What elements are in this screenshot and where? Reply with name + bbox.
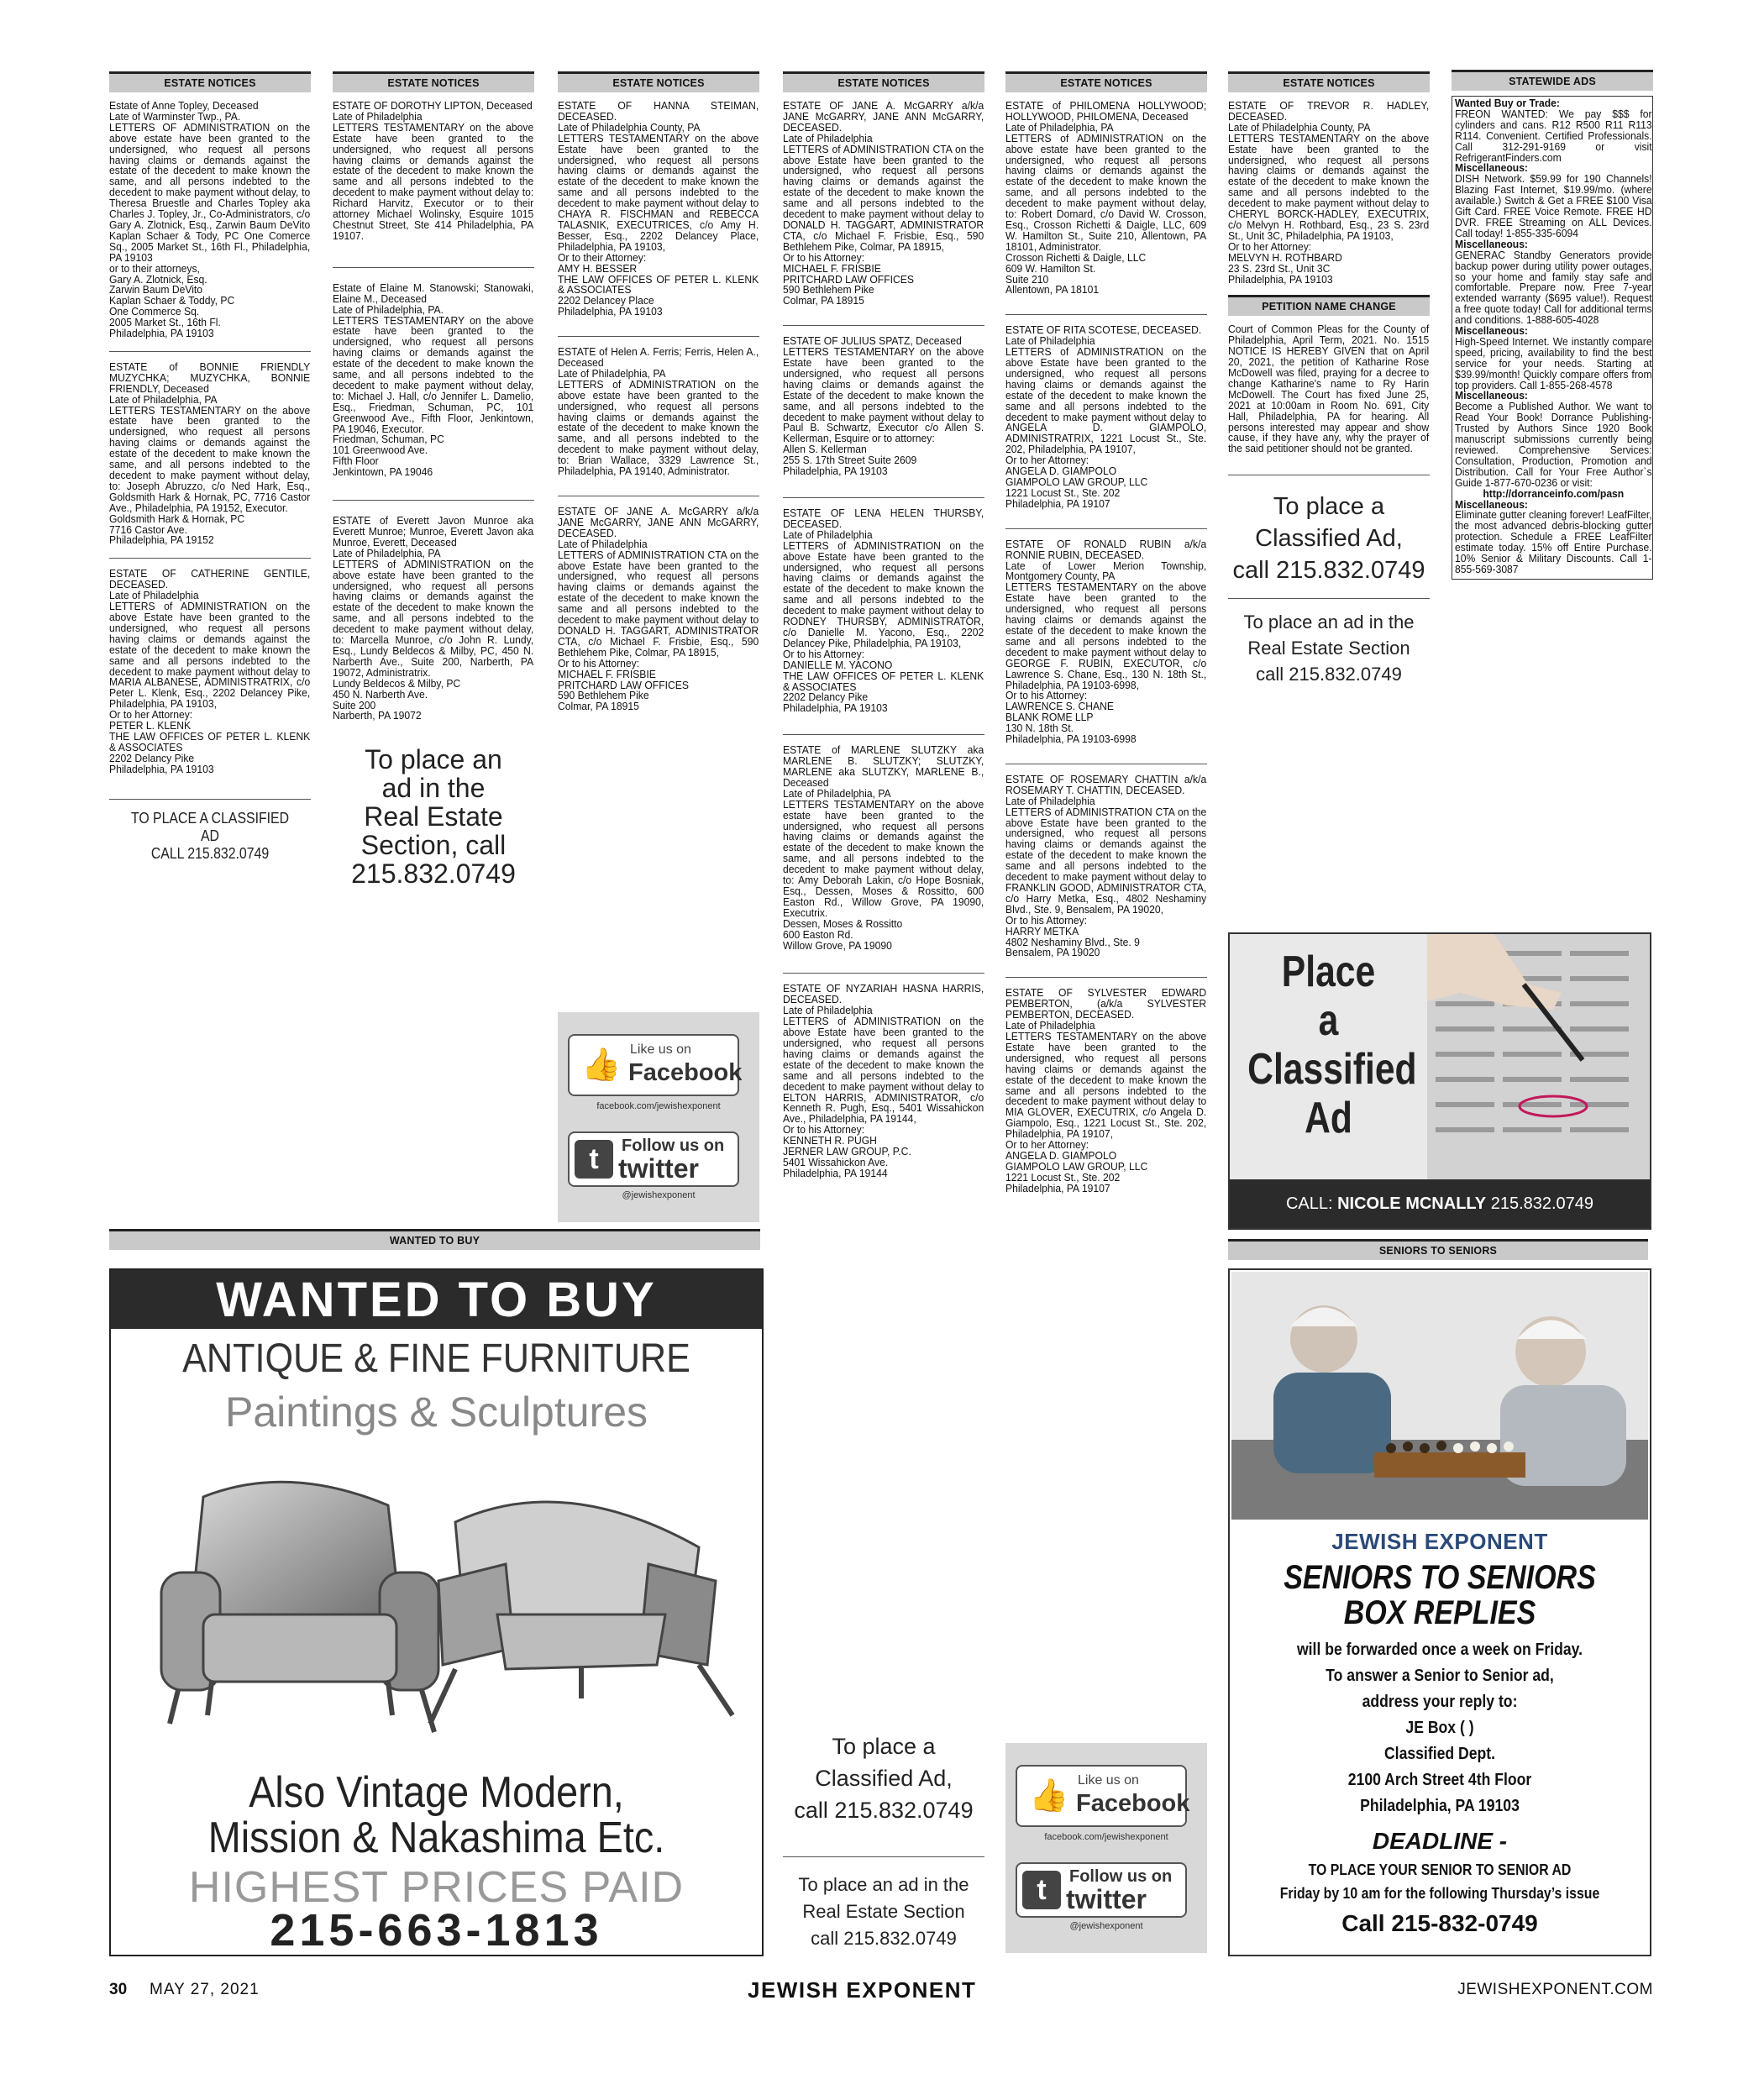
social-promo <box>1005 1743 1207 1953</box>
estate-notice: ESTATE of PHILOMENA HOLLYWOOD; HOLLYWOOD, PHILOMENA, Deceased Late of Philadelphia, PA LETTERS of ADMINISTRATION on the above estate have been granted to the undersigned, who request all persons having claims or demands against the estate of the decedent to make known the same, and all persons indebted to the decedent to make payment without delay, to: Robert Domard, c/o David W. Crosson, Esq., Crosson Richetti & Daigle, LLC, 609 W. Hamilton St., Suite 210, Allentown, PA 18101, Administrator. Crosson Richetti & Daigle, LLC 609 W. Hamilton St. Suite 210 Allentown, PA 18101 <box>1005 99 1207 297</box>
callout-line: TO PLACE A CLASSIFIED AD <box>130 809 290 844</box>
callout-line: To place an ad in the <box>1243 612 1415 633</box>
section-header: ESTATE NOTICES <box>333 71 534 92</box>
classified-callout <box>121 810 298 863</box>
wanted-to-buy-ad <box>109 1268 764 1956</box>
ad-heading: Miscellaneous: <box>1455 497 1528 511</box>
contact-name: NICOLE MCNALLY <box>1337 1194 1487 1213</box>
section-header: ESTATE NOTICES <box>558 71 759 92</box>
website-link[interactable]: JEWISHEXPONENT.COM <box>1457 1981 1653 1998</box>
callout-line: Section, call <box>360 830 507 861</box>
estate-notice: Estate of Elaine M. Stanowski; Stanowaki, Elaine M., Deceased Late of Philadelphia, PA. LETTERS TESTAMENTARY on the above estate have been granted to the undersigned, who request all persons having claims or demands against the estate of the decedent to make known the same, and all persons indebted to the decedent to make payment without delay, to: Michael J. Hall, c/o Jennifer L. Damelio, Esq., Friedman, Schuman, PC, 101 Greenwood Ave., Fifth Floor, Jenkintown, PA 19046, Executor. Friedman, Schuman, PC 101 Greenwood Ave. Fifth Floor Jenkintown, PA 19046 <box>333 281 534 479</box>
estate-notice: ESTATE OF RITA SCOTESE, DECEASED. Late of Philadelphia LETTERS of ADMINISTRATION on the above Estate have been granted to the undersigned, who request all persons having claims or demands against the estate of the decedent to make known the same and all persons indebted to the decedent to make payment without delay to ANGELA D. GIAMPOLO, ADMINISTRATRIX, 1221 Locust St., Ste. 202, Philadelphia, PA 19107, Or to her Attorney: ANGELA D. GIAMPOLO GIAMPOLO LAW GROUP, LLC 1221 Locust St., Ste. 202 Philadelphia, PA 19107 <box>1005 323 1207 510</box>
like-label: Like us on <box>630 1042 691 1057</box>
column-6 <box>1228 71 1430 687</box>
facebook-label: Facebook <box>1076 1790 1190 1817</box>
wanted-section <box>109 1229 760 1250</box>
seniors-info-line: To answer a Senior to Senior ad, <box>1326 1667 1554 1685</box>
callout-line: call 215.832.0749 <box>1256 664 1402 685</box>
real-estate-callout <box>783 1872 984 1952</box>
estate-notice: ESTATE OF CATHERINE GENTILE, DECEASED. Late of Philadelphia LETTERS of ADMINISTRATION on the above Estate have been granted to the undersigned, who request all persons having claims or demands against the estate of the decedent to make known the same and all persons indebted to the decedent to make payment without delay to MARIA ALBANESE, ADMINISTRATRIX, c/o Peter L. Klenk, Esq., 2202 Delancey Pike, Philadelphia, PA 19103, Or to her Attorney: PETER L. KLENK THE LAW OFFICES OF PETER L. KLENK & ASSOCIATES 2202 Delancy Pike Philadelphia, PA 19103 <box>109 567 311 775</box>
estate-notice: ESTATE OF LENA HELEN THURSBY, DECEASED. Late of Philadelphia LETTERS of ADMINISTRATION on the above Estate have been granted to the undersigned, who request all persons having claims or demands against the estate of the decedent to make known the same and all persons indebted to the decedent to make payment without delay to RODNEY THURSBY, ADMINISTRATOR, c/o Danielle M. Yacono, Esq., 2202 Delancey Pike, Philadelphia, PA 19103, Or to his Attorney: DANIELLE M. YACONO THE LAW OFFICES OF PETER L. KLENK & ASSOCIATES 2202 Delancy Pike Philadelphia, PA 19103 <box>783 507 984 715</box>
callout-line: call 215.832.0749 <box>794 1798 974 1823</box>
promo-call-bar <box>1230 1179 1650 1228</box>
estate-notice: ESTATE of MARLENE SLUTZKY aka MARLENE B. SLUTZKY; SLUTZKY, MARLENE aka SLUTZKY, MARLENE B., Deceased Late of Philadelphia, PA LETTERS TESTAMENTARY on the above estate have been granted to the undersigned, who request all persons having claims or demands against the estate of the decedent to make known the same, and all persons indebted to the decedent to make payment without delay, to: Amy Deborah Lakin, c/o Hope Bosniak, Esq., Dessen, Moses & Rossitto, 600 Easton Rd., Willow Grove, PA 19090, Executrix. Dessen, Moses & Rossitto 600 Easton Rd. Willow Grove, PA 19090 <box>783 743 984 952</box>
deadline-line: Friday by 10 am for the following Thursday’s issue <box>1279 1885 1600 1902</box>
divider <box>783 325 984 326</box>
real-estate-callout <box>333 745 534 888</box>
classified-callout <box>1228 491 1430 586</box>
seniors-info-line: JE Box ( ) <box>1405 1719 1474 1737</box>
estate-notice: ESTATE OF JANE A. McGARRY a/k/a JANE McGARRY, JANE ANN McGARRY, DECEASED. Late of Philadelphia LETTERS of ADMINISTRATION CTA on the above Estate have been granted to the undersigned, who request all persons having claims or demands against the estate of the decedent to make known the same and all persons indebted to the decedent to make payment without delay to DONALD H. TAGGART, ADMINISTRATOR CTA, c/o Michael F. Frisbie, Esq., 590 Bethlehem Pike, Colmar, PA 18915, Or to his Attorney: MICHAEL F. FRISBIE PRITCHARD LAW OFFICES 590 Bethlehem Pike Colmar, PA 18915 <box>558 505 759 713</box>
ad-text: Become a Published Author. We want to Read Your Book! Dorrance Publishing-Trusted by Authors Since 1920 Book manuscript submissions currently being reviewed. Comprehensive Services: Consultation, Production, Promotion and Distribution. Call for Your Free Author`s Guide 1-877-670-0236 or visit: <box>1455 400 1652 489</box>
seniors-call: Call 215-832-0749 <box>1341 1910 1538 1936</box>
callout-line: Real Estate Section <box>802 1901 965 1922</box>
armchair-sofa-illustration <box>111 1446 762 1749</box>
ad-text: GENERAC Standby Generators provide backup power during utility power outages, so your home and family stay safe and comfortable. Prepare now. Free 7-year extended warranty ($695 value!). Request a free quote today! Call for additional terms and conditions. 1-888-605-4028 <box>1455 248 1652 327</box>
deadline-line: TO PLACE YOUR SENIOR TO SENIOR AD <box>1308 1861 1572 1878</box>
twitter-handle[interactable]: @jewishexponent <box>622 1190 696 1200</box>
facebook-button[interactable] <box>568 1034 743 1096</box>
callout-line: To place a <box>832 1734 936 1759</box>
issue-date: MAY 27, 2021 <box>150 1981 260 1998</box>
twitter-label: twitter <box>1066 1884 1147 1914</box>
estate-notice: ESTATE OF SYLVESTER EDWARD PEMBERTON, (a/k/a SYLVESTER PEMBERTON, DECEASED. Late of Philadelphia LETTERS TESTAMENTARY on the above Estate have been granted to the undersigned, who request all persons having claims or demands against the estate of the decedent to make known the same and all persons indebted to the decedent to make payment without delay to MIA GLOVER, EXECUTRIX, c/o Angela D. Giampolo, Esq., 1221 Locust St., Ste. 202, Philadelphia, PA 19107, Or to her Attorney: ANGELA D. GIAMPOLO GIAMPOLO LAW GROUP, LLC 1221 Locust St., Ste. 202 Philadelphia, PA 19107 <box>1005 986 1207 1194</box>
seniors-section <box>1228 1239 1648 1260</box>
estate-notice: ESTATE OF JANE A. McGARRY a/k/a JANE McGARRY, JANE ANN McGARRY, DECEASED. Late of Philadelphia LETTERS of ADMINISTRATION CTA on the above Estate have been granted to the undersigned, who request all persons having claims or demands against the estate of the decedent to make known the same and all persons indebted to the decedent to make payment without delay to DONALD H. TAGGART, ADMINISTRATOR CTA, c/o Michael F. Frisbie, Esq., 590 Bethlehem Pike, Colmar, PA 18915, Or to his Attorney: MICHAEL F. FRISBIE PRITCHARD LAW OFFICES 590 Bethlehem Pike Colmar, PA 18915 <box>783 99 984 307</box>
callout-line: ad in the <box>381 773 486 804</box>
thumbs-up-icon: 👍 <box>581 1047 622 1083</box>
promo-line: a <box>1318 996 1339 1045</box>
divider <box>1228 598 1430 599</box>
ad-text: High-Speed Internet. We instantly compare speed, pricing, availability to find the best service for your needs. Starting at $39.99/month! Quickly compare offers from top providers. Call 1-855-268-4578 <box>1455 334 1652 391</box>
seniors-info-line: will be forwarded once a week on Friday. <box>1296 1641 1583 1659</box>
divider <box>783 734 984 735</box>
divider <box>1005 314 1207 315</box>
statewide-ads <box>1455 98 1652 575</box>
section-header: WANTED TO BUY <box>109 1229 760 1250</box>
callout-line: call 215.832.0749 <box>1232 557 1425 585</box>
facebook-button[interactable] <box>1016 1765 1190 1827</box>
wanted-line: Mission & Nakashima Etc. <box>207 1814 665 1862</box>
estate-notice: ESTATE of Helen A. Ferris; Ferris, Helen A., Deceased Late of Philadelphia, PA LETTERS of ADMINISTRATION on the above estate have been granted to the undersigned, who request all persons having claims or demands against the estate of the decedent to make known the same, and all persons indebted to the decedent to make payment without delay, to: Brian Wallace, 3329 Lawrence St., Philadelphia, PA 19140, Administrator. <box>558 345 759 478</box>
estate-notice: ESTATE OF JULIUS SPATZ, Deceased LETTERS TESTAMENTARY on the above Estate have been granted to the undersigned, who request all persons having claims or demands against the Estate of the decedent to make known the same, and all persons indebted to the decedent to make payment without delay to Paul B. Schwartz, Executor c/o Allen S. Kellerman, Esquire or to attorney: Allen S. Kellerman 255 S. 17th Street Suite 2609 Philadelphia, PA 19103 <box>783 334 984 478</box>
divider <box>783 973 984 974</box>
seniors-info-line: address your reply to: <box>1362 1693 1518 1711</box>
estate-notice: ESTATE OF TREVOR R. HADLEY, DECEASED. Late of Philadelphia County, PA LETTERS TESTAMENTARY on the above Estate have been granted to the undersigned, who request all persons having claims or demands against the estate of the decedent to make known the same and all persons indebted to the decedent to make payment without delay to CHERYL BORCK-HADLEY, EXECUTRIX, c/o Melvyn H. Rothbard, Esq., 23 S. 23rd St., Unit 3C, Philadelphia, PA 19103, Or to her Attorney: MELVYN H. ROTHBARD 23 S. 23rd St., Unit 3C Philadelphia, PA 19103 <box>1228 99 1430 286</box>
twitter-handle[interactable]: @jewishexponent <box>1069 1921 1143 1931</box>
twitter-label: twitter <box>618 1153 699 1184</box>
ad-text: DISH Network. $59.99 for 190 Channels! Blazing Fast Internet, $19.99/mo. (where available.) Switch & Get a FREE $100 Visa Gift Card. FREE Voice Remote. FREE HD DVR. FREE Streaming on ALL Devices. Call today! 1-855-335-6094 <box>1455 172 1652 239</box>
estate-notice: Estate of Anne Topley, Deceased Late of Warminster Twp., PA. LETTERS OF ADMINISTRATION on the above estate have been granted to the undersigned, who request all persons having claims or demands against the estate of the decedent to make known the same, and all persons indebted to the decedent to make payment without delay, to Theresa Bruestle and Charles Topley aka Charles J. Topley, Jr., Co-Administrators, c/o Gary A. Zlotnick, Esq., Zarwin Baum DeVito Kaplan Schaer & Tody, PC One Comerce Sq., 2005 Market St., 16th Fl., Philadelphia, PA 19103 or to their attorneys, Gary A. Zlotnick, Esq. Zarwin Baum DeVito Kaplan Schaer & Toddy, PC One Commerce Sq. 2005 Market St., 16th Fl. Philadelphia, PA 19103 <box>109 99 311 340</box>
wanted-phone: 215-663-1813 <box>270 1905 603 1956</box>
ad-heading: Miscellaneous: <box>1455 237 1528 250</box>
follow-label: Follow us on <box>622 1137 725 1155</box>
estate-notice: ESTATE OF DOROTHY LIPTON, Deceased Late of Philadelphia LETTERS TESTAMENTARY on the above Estate have been granted to the undersigned, who request all persons having claims or demands against the estate of the decedent to make known the same and all persons indebted to the decedent to make payment without delay to: Richard Harvitz, Executor or to their attorney Michael Wolinsky, Esquire 1015 Chestnut Street, Ste 414 Philadelphia, PA 19107. <box>333 99 534 242</box>
section-header: STATEWIDE ADS <box>1452 70 1653 91</box>
deadline-heading: DEADLINE - <box>1372 1828 1508 1854</box>
jewish-exponent-logo: JEWISH EXPONENT <box>1331 1529 1548 1554</box>
divider <box>109 558 311 559</box>
estate-notice: ESTATE of BONNIE FRIENDLY MUZYCHKA; MUZYCHKA, BONNIE FRIENDLY, Deceased Late of Philadelphia, PA LETTERS TESTAMENTARY on the above estate have been granted to the undersigned, who request all persons having claims or demands against the estate of the decedent to make known the same, and all persons indebted to the decedent to make payment without delay, to: Joseph Abruzzo, c/o Ned Hark, Esq., Goldsmith Hark & Hornak, PC, 7716 Castor Ave., Philadelphia, PA 19152, Executor. Goldsmith Hark & Hornak, PC 7716 Castor Ave. Philadelphia, PA 19152 <box>109 360 311 547</box>
section-header: SENIORS TO SENIORS <box>1228 1239 1648 1260</box>
callout-line: Real Estate Section <box>1247 638 1410 659</box>
twitter-button[interactable] <box>568 1131 739 1187</box>
newspaper-photo-illustration <box>1427 934 1650 1179</box>
ad-heading: Miscellaneous: <box>1455 389 1528 402</box>
twitter-icon: t <box>575 1140 613 1179</box>
callout-line: call 215.832.0749 <box>811 1928 957 1949</box>
facebook-label: Facebook <box>628 1059 743 1086</box>
real-estate-callout <box>1228 609 1430 687</box>
promo-line: Classified <box>1247 1045 1417 1094</box>
estate-notice: ESTATE of Everett Javon Munroe aka Everett Munroe; Munroe, Everett Javon aka Munroe, Everett, Deceased Late of Philadelphia, PA LETTERS of ADMINISTRATION on the above estate have been granted to the undersigned, who request all persons having claims or demands against the estate of the decedent to make known the same, and all persons indebted to the decedent to make payment without delay, to: Marcella Munroe, c/o John R. Lundy, Esq., Lundy Beldecos & Milby, PC, 450 N. Narberth Ave., Suite 200, Narberth, PA 19072, Administratrix. Lundy Beldecos & Milby, PC 450 N. Narberth Ave. Suite 200 Narberth, PA 19072 <box>333 514 534 722</box>
column-3 <box>558 71 759 712</box>
call-label: CALL: <box>1285 1194 1333 1213</box>
twitter-icon: t <box>1022 1871 1061 1909</box>
divider <box>783 1856 984 1857</box>
page-footer <box>109 1974 1653 2008</box>
divider <box>109 351 311 352</box>
divider <box>333 500 534 501</box>
estate-notice: ESTATE OF RONALD RUBIN a/k/a RONNIE RUBIN, DECEASED. Late of Lower Merion Township, Montgomery County, PA LETTERS TESTAMENTARY on the above Estate have been granted to the undersigned, who request all persons having claims or demands against the estate of the decedent to make known the same and all persons indebted to the decedent to make payment without delay to GEORGE F. RUBIN, EXECUTOR, c/o Lawrence S. Chane, Esq., 130 N. 18th St., Philadelphia, PA 19103-6998, Or to his Attorney: LAWRENCE S. CHANE BLANK ROME LLP 130 N. 18th St. Philadelphia, PA 19103-6998 <box>1005 537 1207 746</box>
facebook-url[interactable]: facebook.com/jewishexponent <box>1044 1832 1168 1842</box>
ad-heading: Wanted Buy or Trade: <box>1455 97 1560 109</box>
promo-line: Place <box>1281 948 1376 996</box>
divider <box>1005 977 1207 978</box>
ad-heading: Miscellaneous: <box>1455 324 1528 338</box>
column-statewide <box>1452 70 1653 580</box>
divider <box>333 267 534 268</box>
seniors-title: SENIORS TO SENIORS <box>1284 1559 1596 1596</box>
contact-phone: 215.832.0749 <box>1490 1194 1594 1213</box>
highest-prices: HIGHEST PRICES PAID <box>188 1863 685 1912</box>
divider <box>109 799 311 800</box>
callout-line: Classified Ad, <box>1255 525 1403 553</box>
column-5 <box>1005 71 1207 1194</box>
section-header: PETITION NAME CHANGE <box>1228 295 1430 316</box>
column-4 <box>783 71 984 1179</box>
place-classified-promo <box>1228 932 1651 1230</box>
ad-url[interactable]: http://dorranceinfo.com/pasn <box>1483 486 1625 500</box>
facebook-url[interactable]: facebook.com/jewishexponent <box>596 1101 721 1111</box>
section-header: ESTATE NOTICES <box>109 71 311 92</box>
callout-line: CALL 215.832.0749 <box>150 844 270 862</box>
section-header: ESTATE NOTICES <box>1005 71 1207 92</box>
social-promo <box>558 1012 759 1222</box>
estate-notice: ESTATE OF HANNA STEIMAN, DECEASED. Late of Philadelphia County, PA LETTERS TESTAMENTARY on the above Estate have been granted to the undersigned, who request all persons having claims or demands against the estate of the decedent to make known the same and all persons indebted to the decedent to make payment without delay to CHAYA R. FISCHMAN and REBECCA TALASNIK, EXECUTRICES, c/o Amy H. Besser, Esq., 2202 Delancey Place, Philadelphia, PA 19103, Or to their Attorney: AMY H. BESSER THE LAW OFFICES OF PETER L. KLENK & ASSOCIATES 2202 Delancey Place Philadelphia, PA 19103 <box>558 99 759 318</box>
section-header: ESTATE NOTICES <box>783 71 984 92</box>
divider <box>558 336 759 337</box>
seniors-photo <box>1231 1272 1648 1520</box>
promo-text-panel <box>1230 934 1427 1179</box>
statewide-box <box>1452 96 1653 580</box>
thumbs-up-icon: 👍 <box>1029 1778 1069 1814</box>
callout-line: To place a <box>1273 493 1385 521</box>
seniors-title: BOX REPLIES <box>1343 1594 1536 1631</box>
seniors-info-line: 2100 Arch Street 4th Floor <box>1347 1771 1532 1789</box>
column-1 <box>109 71 311 863</box>
classified-callout <box>783 1730 984 1826</box>
divider <box>1005 528 1207 529</box>
wanted-title: WANTED TO BUY <box>111 1270 762 1329</box>
callout-line: Classified Ad, <box>815 1766 953 1791</box>
follow-label: Follow us on <box>1069 1867 1173 1886</box>
wanted-line: Also Vintage Modern, <box>249 1768 624 1817</box>
seniors-info-line: Philadelphia, PA 19103 <box>1360 1797 1520 1815</box>
page-number: 30 <box>109 1981 128 1998</box>
estate-notice: ESTATE OF NYZARIAH HASNA HARRIS, DECEASED. Late of Philadelphia LETTERS of ADMINISTRATION on the above Estate have been granted to the undersigned, who request all persons having claims or demands against the estate of the decedent to make known the same and all persons indebted to the decedent to make payment without delay to ELTON HARRIS, ADMINISTRATOR, c/o Kenneth R. Pugh, Esq., 5401 Wissahickon Ave., Philadelphia, PA 19144, Or to his Attorney: KENNETH R. PUGH JERNER LAW GROUP, P.C. 5401 Wissahickon Ave. Philadelphia, PA 19144 <box>783 982 984 1179</box>
ad-text: Eliminate gutter cleaning forever! LeafFilter, the most advanced debris-blocking gutter protection. Schedule a FREE LeafFilter estimate today. 15% off Entire Purchase. 10% Senior & Military Discounts. Call 1-855-569-3087 <box>1455 508 1652 575</box>
wanted-subtitle-2: Paintings & Sculptures <box>224 1389 648 1436</box>
seniors-ad <box>1228 1268 1651 1956</box>
callout-line: Real Estate <box>364 801 503 832</box>
ad-text: FREON WANTED: We pay $$$ for cylinders and cans. R12 R500 R11 R113 R114. Convenient. Certified Professionals. Call 312-291-9169 or visit RefrigerantFinders.com <box>1455 107 1652 164</box>
estate-notice: ESTATE OF ROSEMARY CHATTIN a/k/a ROSEMARY T. CHATTIN, DECEASED. Late of Philadelphia LETTERS of ADMINISTRATION CTA on the above Estate have been granted to the undersigned, who request all persons having claims or demands against the estate of the decedent to make known the same and all persons indebted to the decedent to make payment without delay to FRANKLIN GOOD, ADMINISTRATOR CTA, c/o Harry Metka, Esq., 4802 Neshaminy Blvd., Ste. 9, Bensalem, PA 19020, Or to his Attorney: HARRY METKA 4802 Neshaminy Blvd., Ste. 9 Bensalem, PA 19020 <box>1005 772 1207 959</box>
ad-heading: Miscellaneous: <box>1455 161 1528 175</box>
petition-notice: Court of Common Pleas for the County of Philadelphia, April Term, 2021. No. 1515 NOTICE IS HEREBY GIVEN that on April 20, 2021, the petition of Katharine Rose McDowell was filed, praying for a decree to change Katharine's name to Ry Harin McDowell. The Court has fixed June 25, 2021 at 10:00am in Room No. 691, City Hall, Philadelphia, PA for hearing. All persons interested may appear and show cause, if they have any, why the prayer of the said petitioner should not be granted. <box>1228 323 1430 455</box>
callout-line: 215.832.0749 <box>351 858 516 890</box>
publication-name: JEWISH EXPONENT <box>748 1977 977 2003</box>
newspaper-photo <box>1427 934 1650 1179</box>
callout-line: To place an ad in the <box>798 1874 969 1895</box>
divider <box>783 497 984 498</box>
twitter-button[interactable] <box>1016 1862 1187 1918</box>
column-2 <box>333 71 534 888</box>
section-header: ESTATE NOTICES <box>1228 71 1430 92</box>
wanted-subtitle: ANTIQUE & FINE FURNITURE <box>182 1336 690 1381</box>
promo-line: Ad <box>1305 1094 1352 1142</box>
like-label: Like us on <box>1078 1773 1139 1788</box>
callout-line: To place an <box>365 744 502 775</box>
seniors-info-line: Classified Dept. <box>1383 1745 1496 1763</box>
